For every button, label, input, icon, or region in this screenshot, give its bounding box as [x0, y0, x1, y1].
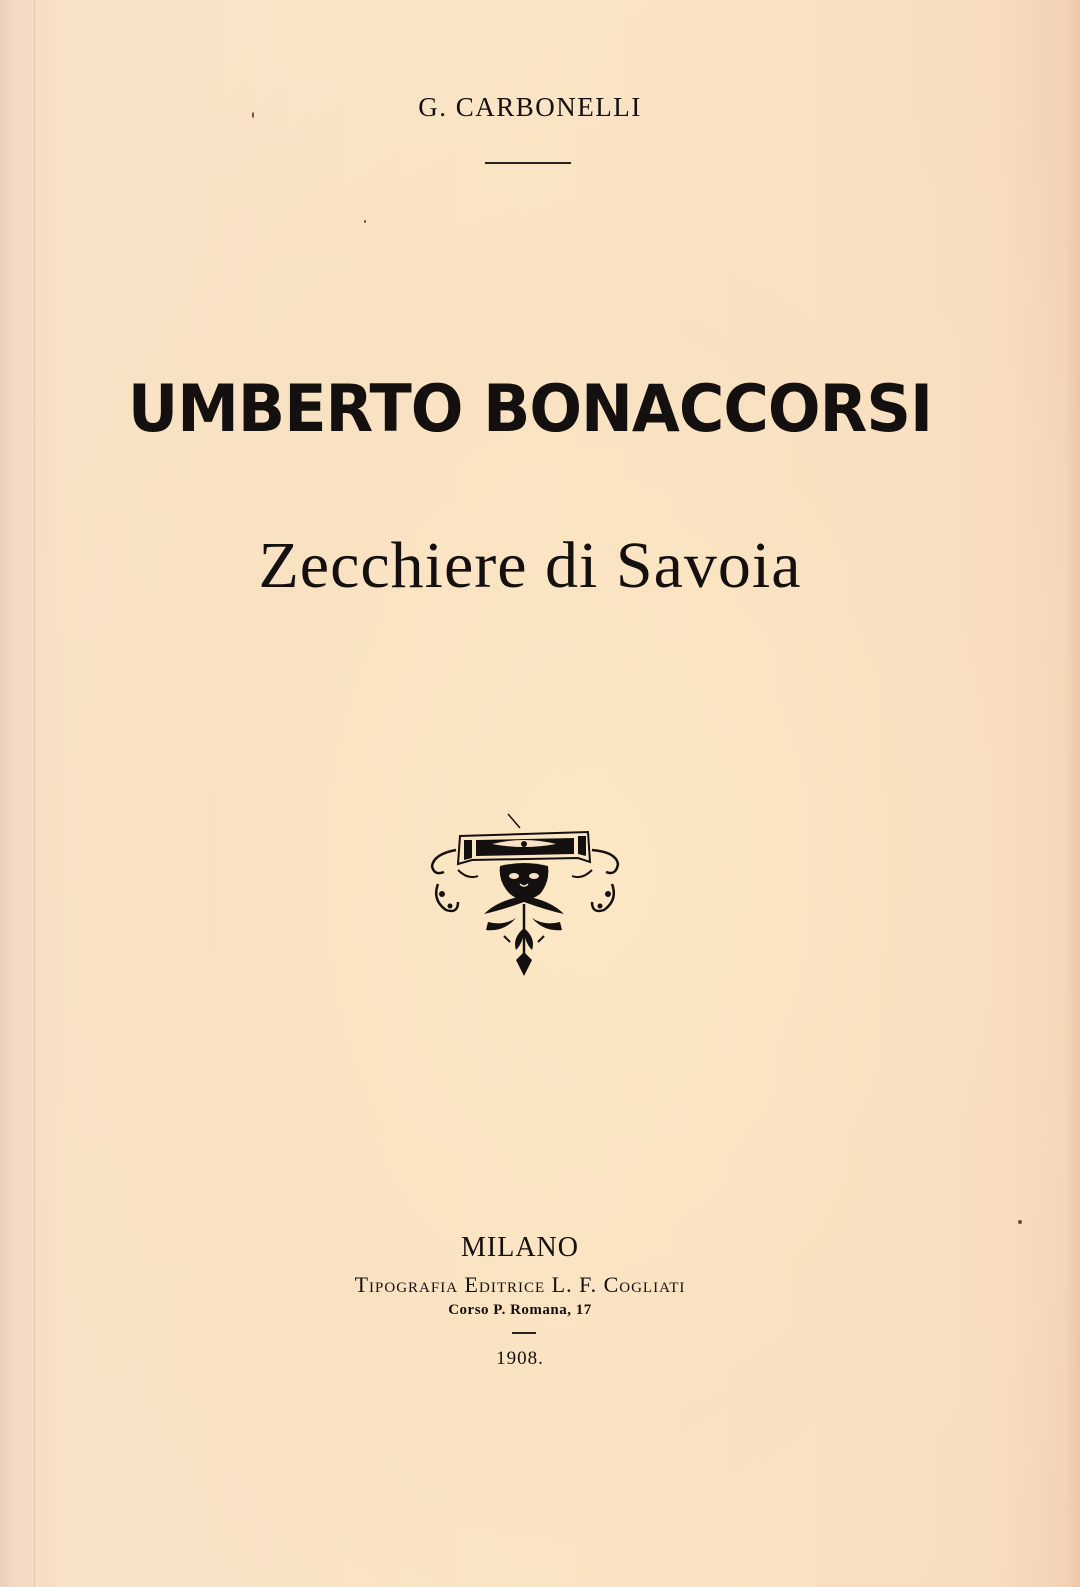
- imprint-publisher: Tipografia Editrice L. F. Cogliati: [354, 1272, 686, 1297]
- imprint-divider-rule: [512, 1332, 536, 1334]
- author-divider-rule: [485, 162, 571, 164]
- paper-speck: [364, 220, 366, 223]
- imprint-address: Corso P. Romana, 17: [448, 1302, 592, 1318]
- book-subtitle: Zecchiere di Savoia: [258, 529, 802, 602]
- imprint-place: MILANO: [461, 1232, 579, 1263]
- book-title: UMBERTO BONACCORSI: [127, 370, 933, 447]
- page-right-edge: [1066, 0, 1080, 1587]
- paper-speck: [252, 112, 254, 118]
- grotesque-mask-vignette-icon: [428, 810, 622, 980]
- imprint-year: 1908.: [496, 1348, 544, 1369]
- author-name: G. CARBONELLI: [418, 92, 642, 122]
- paper-speck: [1018, 1220, 1022, 1224]
